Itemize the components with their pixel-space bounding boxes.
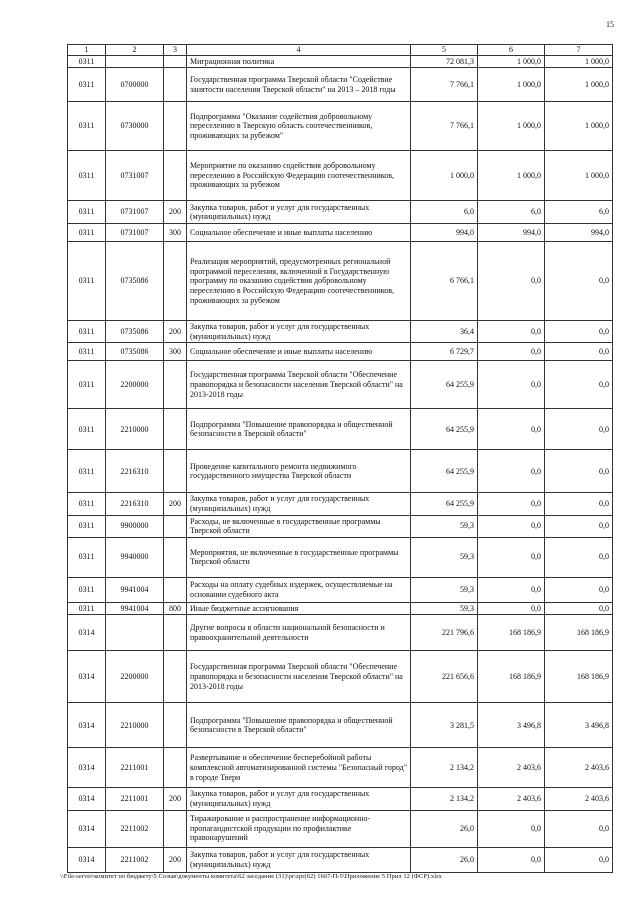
item-name-cell: Подпрограмма "Повышение правопорядка и общественной безопасности в Тверской области" xyxy=(187,703,411,748)
column-header: 1 xyxy=(68,45,106,56)
item-name-cell: Тиражирование и распространение информационно-пропагандистской продукции по профилактике правонарушений xyxy=(187,810,411,847)
target-article-cell: 0735086 xyxy=(106,321,164,343)
item-name-cell: Закупка товаров, работ и услуг для государственных (муниципальных) нужд xyxy=(187,847,411,872)
expense-type-cell: 300 xyxy=(164,224,187,242)
target-article-cell xyxy=(106,55,164,68)
amount-col6-cell: 1 000,0 xyxy=(478,151,545,201)
amount-col5-cell: 59,3 xyxy=(411,577,478,602)
table-row xyxy=(68,201,613,224)
expense-type-cell: 800 xyxy=(164,602,187,615)
amount-col6-cell: 0,0 xyxy=(478,321,545,343)
amount-col7-cell: 0,0 xyxy=(545,493,613,515)
target-article-cell: 0731007 xyxy=(106,224,164,242)
item-name-cell: Миграционная политика xyxy=(187,55,411,68)
target-article-cell: 2200000 xyxy=(106,361,164,409)
amount-col7-cell: 1 000,0 xyxy=(545,55,613,68)
expense-type-cell: 200 xyxy=(164,201,187,224)
amount-col6-cell: 0,0 xyxy=(478,847,545,872)
expense-type-cell xyxy=(164,615,187,651)
expense-type-cell xyxy=(164,361,187,409)
amount-col6-cell: 0,0 xyxy=(478,602,545,615)
item-name-cell: Развертывание и обеспечение бесперебойной работы комплексной автоматизированной системы "Безопасный город" в городе Твери xyxy=(187,748,411,788)
amount-col5-cell: 36,4 xyxy=(411,321,478,343)
table-row xyxy=(68,224,613,242)
amount-col6-cell: 0,0 xyxy=(478,810,545,847)
section-code-cell: 0311 xyxy=(68,224,106,242)
amount-col5-cell: 3 281,5 xyxy=(411,703,478,748)
header-row xyxy=(68,45,613,56)
amount-col5-cell: 26,0 xyxy=(411,810,478,847)
section-code-cell: 0311 xyxy=(68,409,106,450)
target-article-cell: 9941004 xyxy=(106,577,164,602)
table-row xyxy=(68,515,613,537)
amount-col6-cell: 1 000,0 xyxy=(478,55,545,68)
section-code-cell: 0311 xyxy=(68,450,106,493)
amount-col7-cell: 994,0 xyxy=(545,224,613,242)
item-name-cell: Реализация мероприятий, предусмотренных региональной программой переселения, включенной в Государственную программу по оказанию содействия добровольному переселению в Российскую Федерацию соотечественников, проживающих за рубежом xyxy=(187,242,411,321)
target-article-cell: 0735086 xyxy=(106,343,164,361)
amount-col7-cell: 2 403,6 xyxy=(545,748,613,788)
table-row xyxy=(68,68,613,102)
amount-col5-cell: 994,0 xyxy=(411,224,478,242)
expense-type-cell xyxy=(164,242,187,321)
expense-type-cell: 200 xyxy=(164,321,187,343)
item-name-cell: Государственная программа Тверской области "Обеспечение правопорядка и безопасности населения Тверской области" на 2013-2018 годы xyxy=(187,361,411,409)
amount-col7-cell: 0,0 xyxy=(545,409,613,450)
column-header: 6 xyxy=(478,45,545,56)
amount-col6-cell: 168 186,9 xyxy=(478,615,545,651)
target-article-cell: 2200000 xyxy=(106,651,164,703)
amount-col6-cell: 3 496,8 xyxy=(478,703,545,748)
table-row xyxy=(68,577,613,602)
item-name-cell: Закупка товаров, работ и услуг для государственных (муниципальных) нужд xyxy=(187,201,411,224)
table-row xyxy=(68,493,613,515)
table-row xyxy=(68,810,613,847)
table-row xyxy=(68,651,613,703)
item-name-cell: Закупка товаров, работ и услуг для государственных (муниципальных) нужд xyxy=(187,493,411,515)
target-article-cell: 0700000 xyxy=(106,68,164,102)
amount-col5-cell: 6 729,7 xyxy=(411,343,478,361)
amount-col5-cell: 7 766,1 xyxy=(411,68,478,102)
table-row xyxy=(68,151,613,201)
amount-col7-cell: 0,0 xyxy=(545,577,613,602)
target-article-cell: 2211002 xyxy=(106,847,164,872)
target-article-cell: 0735086 xyxy=(106,242,164,321)
column-header: 4 xyxy=(187,45,411,56)
amount-col5-cell: 6 766,1 xyxy=(411,242,478,321)
table-row xyxy=(68,343,613,361)
section-code-cell: 0314 xyxy=(68,615,106,651)
section-code-cell: 0311 xyxy=(68,343,106,361)
amount-col5-cell: 26,0 xyxy=(411,847,478,872)
target-article-cell: 2216310 xyxy=(106,450,164,493)
table-row xyxy=(68,102,613,151)
section-code-cell: 0311 xyxy=(68,493,106,515)
amount-col7-cell: 168 186,9 xyxy=(545,615,613,651)
column-header: 3 xyxy=(164,45,187,56)
amount-col7-cell: 0,0 xyxy=(545,537,613,577)
page-number: 15 xyxy=(606,20,614,29)
expense-type-cell xyxy=(164,651,187,703)
table-row xyxy=(68,450,613,493)
expense-type-cell xyxy=(164,577,187,602)
amount-col6-cell: 0,0 xyxy=(478,361,545,409)
budget-table xyxy=(67,44,613,873)
section-code-cell: 0311 xyxy=(68,151,106,201)
section-code-cell: 0311 xyxy=(68,68,106,102)
amount-col6-cell: 0,0 xyxy=(478,409,545,450)
item-name-cell: Закупка товаров, работ и услуг для государственных (муниципальных) нужд xyxy=(187,788,411,810)
item-name-cell: Мероприятия, не включенные в государственные программы Тверской области xyxy=(187,537,411,577)
amount-col7-cell: 6,0 xyxy=(545,201,613,224)
file-path-footer: \\File-server\комитет по бюджету\5 Созыв\документы комитета\62 заседание (31)\pr\zpr(62) 1667-П-5\Приложение 5 Прил 12 (ФСР).xlsx xyxy=(60,873,442,880)
amount-col7-cell: 2 403,6 xyxy=(545,788,613,810)
item-name-cell: Иные бюджетные ассигнования xyxy=(187,602,411,615)
target-article-cell: 0731007 xyxy=(106,151,164,201)
item-name-cell: Подпрограмма "Повышение правопорядка и общественной безопасности в Тверской области" xyxy=(187,409,411,450)
amount-col7-cell: 1 000,0 xyxy=(545,102,613,151)
target-article-cell: 2210000 xyxy=(106,703,164,748)
amount-col7-cell: 0,0 xyxy=(545,321,613,343)
table-row xyxy=(68,537,613,577)
section-code-cell: 0311 xyxy=(68,537,106,577)
amount-col7-cell: 0,0 xyxy=(545,450,613,493)
target-article-cell: 2210000 xyxy=(106,409,164,450)
table-row xyxy=(68,321,613,343)
amount-col5-cell: 221 796,6 xyxy=(411,615,478,651)
expense-type-cell: 300 xyxy=(164,343,187,361)
table-row xyxy=(68,242,613,321)
section-code-cell: 0311 xyxy=(68,361,106,409)
amount-col5-cell: 59,3 xyxy=(411,515,478,537)
item-name-cell: Государственная программа Тверской области "Обеспечение правопорядка и безопасности населения Тверской области" на 2013-2018 годы xyxy=(187,651,411,703)
section-code-cell: 0311 xyxy=(68,577,106,602)
amount-col5-cell: 64 255,9 xyxy=(411,409,478,450)
amount-col5-cell: 221 656,6 xyxy=(411,651,478,703)
expense-type-cell: 200 xyxy=(164,493,187,515)
expense-type-cell xyxy=(164,68,187,102)
section-code-cell: 0314 xyxy=(68,847,106,872)
table-row xyxy=(68,55,613,68)
table-row xyxy=(68,409,613,450)
section-code-cell: 0314 xyxy=(68,748,106,788)
amount-col7-cell: 1 000,0 xyxy=(545,151,613,201)
amount-col5-cell: 7 766,1 xyxy=(411,102,478,151)
amount-col6-cell: 0,0 xyxy=(478,493,545,515)
amount-col5-cell: 64 255,9 xyxy=(411,493,478,515)
target-article-cell: 2211001 xyxy=(106,748,164,788)
section-code-cell: 0311 xyxy=(68,321,106,343)
amount-col6-cell: 994,0 xyxy=(478,224,545,242)
amount-col7-cell: 3 496,8 xyxy=(545,703,613,748)
expense-type-cell xyxy=(164,55,187,68)
item-name-cell: Подпрограмма "Оказание содействия добровольному переселению в Тверскую область соотечественников, проживающих за рубежом" xyxy=(187,102,411,151)
section-code-cell: 0311 xyxy=(68,515,106,537)
amount-col6-cell: 2 403,6 xyxy=(478,748,545,788)
item-name-cell: Закупка товаров, работ и услуг для государственных (муниципальных) нужд xyxy=(187,321,411,343)
table-row xyxy=(68,703,613,748)
amount-col7-cell: 0,0 xyxy=(545,515,613,537)
target-article-cell: 2211002 xyxy=(106,810,164,847)
amount-col5-cell: 64 255,9 xyxy=(411,361,478,409)
table-row xyxy=(68,748,613,788)
table-row xyxy=(68,847,613,872)
section-code-cell: 0311 xyxy=(68,102,106,151)
section-code-cell: 0311 xyxy=(68,201,106,224)
expense-type-cell xyxy=(164,450,187,493)
target-article-cell: 9940000 xyxy=(106,537,164,577)
expense-type-cell xyxy=(164,537,187,577)
amount-col5-cell: 64 255,9 xyxy=(411,450,478,493)
target-article-cell: 0730000 xyxy=(106,102,164,151)
column-header: 2 xyxy=(106,45,164,56)
amount-col6-cell: 168 186,9 xyxy=(478,651,545,703)
expense-type-cell: 200 xyxy=(164,847,187,872)
amount-col6-cell: 6,0 xyxy=(478,201,545,224)
item-name-cell: Социальное обеспечение и иные выплаты населению xyxy=(187,343,411,361)
amount-col7-cell: 0,0 xyxy=(545,602,613,615)
section-code-cell: 0314 xyxy=(68,788,106,810)
amount-col6-cell: 0,0 xyxy=(478,343,545,361)
item-name-cell: Социальное обеспечение и иные выплаты населению xyxy=(187,224,411,242)
expense-type-cell xyxy=(164,102,187,151)
amount-col5-cell: 72 081,3 xyxy=(411,55,478,68)
amount-col5-cell: 6,0 xyxy=(411,201,478,224)
amount-col6-cell: 1 000,0 xyxy=(478,102,545,151)
item-name-cell: Мероприятие по оказанию содействия добровольному переселению в Российскую Федерацию соотечественников, проживающих за рубежом xyxy=(187,151,411,201)
target-article-cell: 9941004 xyxy=(106,602,164,615)
expense-type-cell xyxy=(164,409,187,450)
section-code-cell: 0311 xyxy=(68,55,106,68)
target-article-cell: 9900000 xyxy=(106,515,164,537)
target-article-cell: 2211001 xyxy=(106,788,164,810)
amount-col6-cell: 2 403,6 xyxy=(478,788,545,810)
amount-col6-cell: 0,0 xyxy=(478,242,545,321)
amount-col7-cell: 0,0 xyxy=(545,361,613,409)
amount-col5-cell: 59,3 xyxy=(411,537,478,577)
amount-col7-cell: 168 186,9 xyxy=(545,651,613,703)
expense-type-cell xyxy=(164,515,187,537)
item-name-cell: Проведение капитального ремонта недвижимого государственного имущества Тверской области xyxy=(187,450,411,493)
amount-col5-cell: 2 134,2 xyxy=(411,748,478,788)
expense-type-cell xyxy=(164,748,187,788)
amount-col7-cell: 0,0 xyxy=(545,847,613,872)
amount-col5-cell: 59,3 xyxy=(411,602,478,615)
item-name-cell: Государственная программа Тверской области "Содействие занятости населения Тверской области" на 2013 – 2018 годы xyxy=(187,68,411,102)
amount-col7-cell: 0,0 xyxy=(545,343,613,361)
item-name-cell: Расходы на оплату судебных издержек, осуществляемые на основании судебного акта xyxy=(187,577,411,602)
table-row xyxy=(68,615,613,651)
target-article-cell: 0731007 xyxy=(106,201,164,224)
amount-col6-cell: 0,0 xyxy=(478,537,545,577)
table-row xyxy=(68,788,613,810)
section-code-cell: 0311 xyxy=(68,602,106,615)
expense-type-cell xyxy=(164,151,187,201)
column-header: 5 xyxy=(411,45,478,56)
section-code-cell: 0311 xyxy=(68,242,106,321)
amount-col7-cell: 0,0 xyxy=(545,242,613,321)
table-body xyxy=(68,55,613,872)
amount-col5-cell: 2 134,2 xyxy=(411,788,478,810)
section-code-cell: 0314 xyxy=(68,810,106,847)
target-article-cell: 2216310 xyxy=(106,493,164,515)
item-name-cell: Другие вопросы в области национальной безопасности и правоохранительной деятельности xyxy=(187,615,411,651)
amount-col6-cell: 0,0 xyxy=(478,515,545,537)
column-header: 7 xyxy=(545,45,613,56)
section-code-cell: 0314 xyxy=(68,703,106,748)
target-article-cell xyxy=(106,615,164,651)
amount-col6-cell: 0,0 xyxy=(478,577,545,602)
table-row xyxy=(68,361,613,409)
amount-col6-cell: 1 000,0 xyxy=(478,68,545,102)
expense-type-cell xyxy=(164,810,187,847)
table-row xyxy=(68,602,613,615)
amount-col7-cell: 0,0 xyxy=(545,810,613,847)
amount-col5-cell: 1 000,0 xyxy=(411,151,478,201)
item-name-cell: Расходы, не включенные в государственные программы Тверской области xyxy=(187,515,411,537)
amount-col6-cell: 0,0 xyxy=(478,450,545,493)
section-code-cell: 0314 xyxy=(68,651,106,703)
expense-type-cell xyxy=(164,703,187,748)
amount-col7-cell: 1 000,0 xyxy=(545,68,613,102)
expense-type-cell: 200 xyxy=(164,788,187,810)
